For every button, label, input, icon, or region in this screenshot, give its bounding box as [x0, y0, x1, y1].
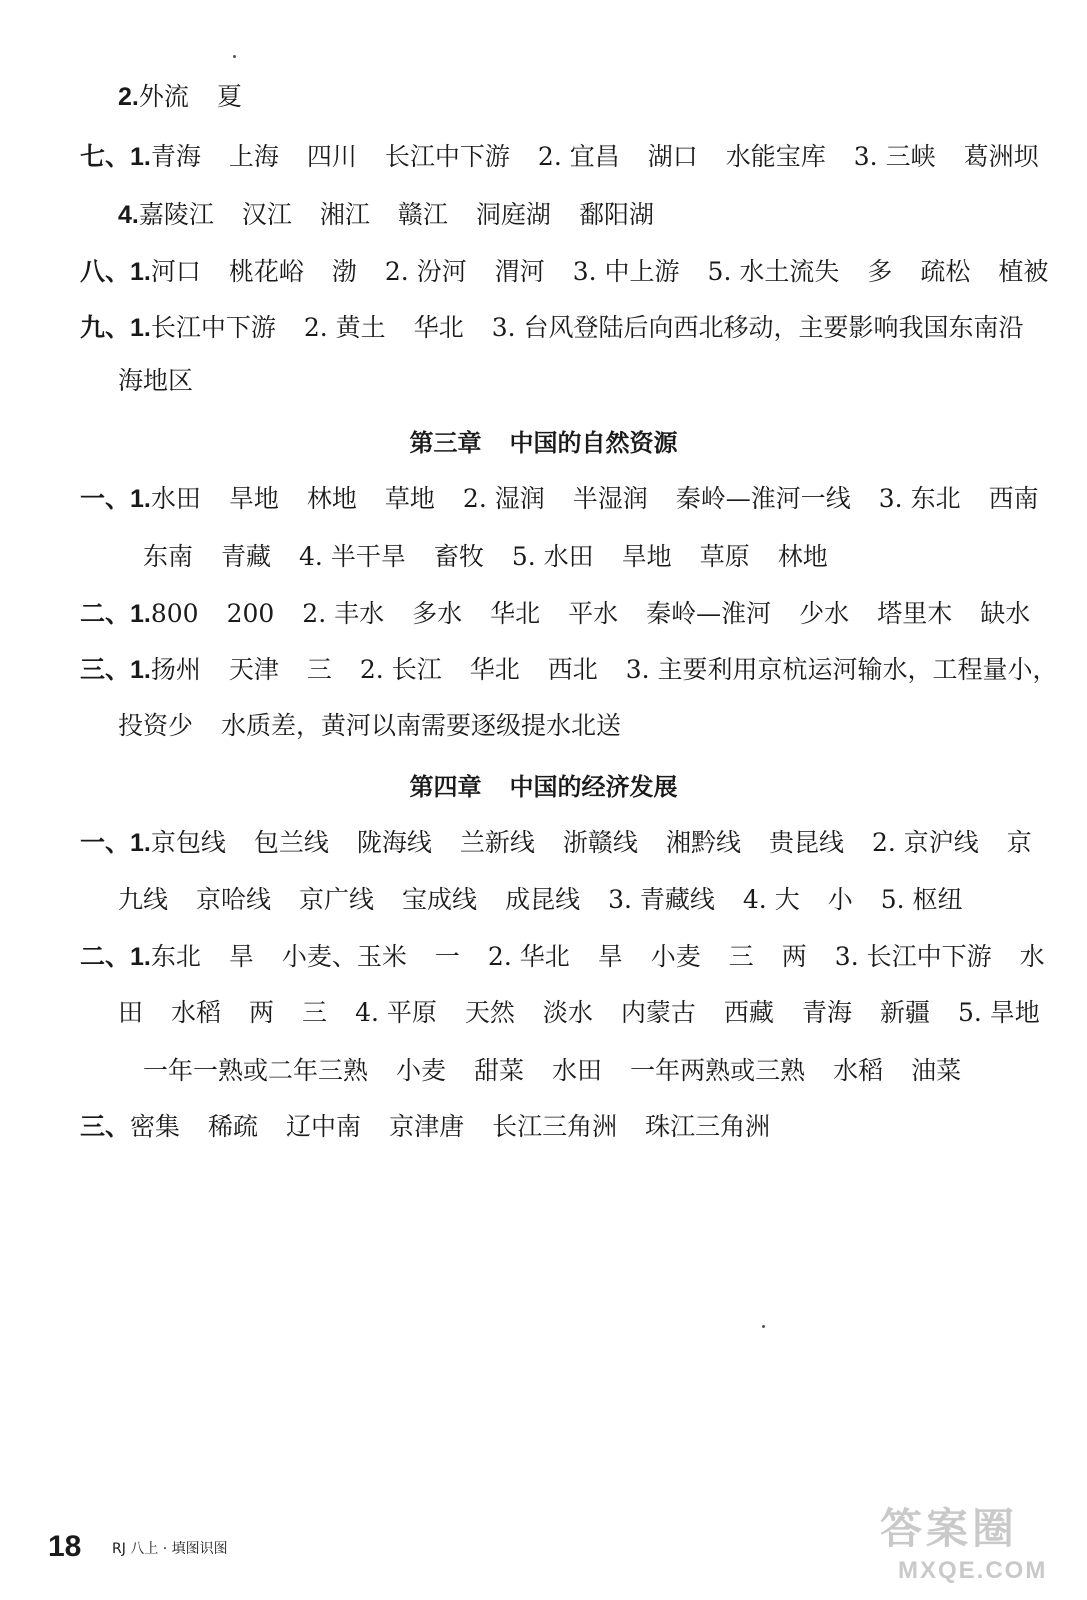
answer-line: [118, 709, 621, 743]
answer-item: 3. 长江中下游: [834, 942, 992, 971]
answer-item: 华北: [469, 655, 520, 684]
answer-item: 5. 枢纽: [880, 885, 963, 914]
answer-item: 畜牧: [433, 542, 484, 571]
watermark-logo-text: 答案圈: [880, 1505, 1019, 1552]
answer-item: 华北: [413, 313, 464, 342]
question-label: 2.: [118, 83, 139, 111]
answer-item: 长江中下游: [150, 313, 276, 342]
chapter-4-title: 中国的经济发展: [509, 773, 678, 801]
question-label: 二、1.: [80, 943, 151, 971]
answer-item: 5. 水土流失: [707, 257, 840, 286]
answer-item: 草地: [384, 484, 435, 513]
answer-line: [80, 597, 1030, 631]
chapter-3-title: 中国的自然资源: [509, 429, 678, 457]
question-label: 4.: [118, 201, 139, 229]
answer-item: 嘉陵江: [138, 200, 214, 229]
answer-item: 200: [226, 599, 275, 628]
chapter-4-heading: [0, 770, 1087, 804]
answer-item: 上海: [228, 142, 279, 171]
answer-item: 兰新线: [459, 828, 535, 857]
answer-item: 2. 宜昌: [537, 142, 620, 171]
answer-item: 海地区: [118, 366, 194, 395]
answer-item: 京: [1006, 828, 1032, 857]
answer-item: 小: [827, 885, 853, 914]
answer-item: 3. 青藏线: [608, 885, 715, 914]
answer-item: 秦岭—淮河: [646, 599, 772, 628]
answer-item: 河口: [150, 257, 201, 286]
answer-item: 湘黔线: [665, 828, 741, 857]
answer-item: 水稻: [833, 1056, 884, 1085]
page-number: 18: [48, 1530, 82, 1563]
answer-item: 扬州: [150, 655, 201, 684]
answer-item: 京包线: [150, 828, 226, 857]
answer-item: 水能宝库: [725, 142, 826, 171]
answer-item: 长江三角洲: [492, 1112, 618, 1141]
answer-item: 2. 京沪线: [871, 828, 979, 857]
answer-item: 3. 主要利用京杭运河输水，工程量小，: [625, 655, 1058, 684]
answer-item: 一: [434, 942, 460, 971]
answer-item: 林地: [306, 484, 357, 513]
answer-item: 浙赣线: [562, 828, 638, 857]
answer-item: 湖口: [647, 142, 698, 171]
answer-item: 鄱阳湖: [578, 200, 654, 229]
answer-item: 少水: [799, 599, 850, 628]
chapter-4-number: 第四章: [409, 773, 482, 801]
answer-item: 4. 平原: [355, 998, 437, 1027]
answer-item: 青海: [150, 142, 201, 171]
answer-line: [80, 940, 1045, 974]
answer-item: 天津: [228, 655, 279, 684]
answer-item: 内蒙古: [620, 998, 696, 1027]
answer-item: 一年两熟或三熟: [630, 1056, 806, 1085]
answer-item: 渭河: [494, 257, 545, 286]
answer-item: 秦岭—淮河一线: [675, 484, 851, 513]
answer-item: 稀疏: [208, 1112, 259, 1141]
answer-item: 渤: [331, 257, 357, 286]
question-label: 一、1.: [80, 485, 151, 513]
question-label: 一、1.: [80, 829, 151, 857]
answer-item: 葛洲坝: [963, 142, 1039, 171]
answer-item: 2. 湿润: [462, 484, 545, 513]
answer-line: [80, 1110, 770, 1144]
answer-line: [118, 80, 242, 114]
answer-item: 5. 旱地: [957, 998, 1040, 1027]
answer-item: 水质差，黄河以南需要逐级提水北送: [221, 711, 622, 740]
answer-item: 小麦: [650, 942, 701, 971]
answer-line: [118, 364, 193, 398]
answer-item: 青海: [801, 998, 852, 1027]
answer-item: 西南: [988, 484, 1039, 513]
question-label: 九、1.: [80, 314, 151, 342]
answer-item: 旱地: [228, 484, 279, 513]
answer-item: 洞庭湖: [475, 200, 551, 229]
question-label: 三、: [80, 1113, 131, 1141]
answer-item: 3. 台风登陆后向西北移动，主要影响我国东南沿: [491, 313, 1024, 342]
answer-item: 草原: [699, 542, 750, 571]
answer-item: 2. 黄土: [303, 313, 386, 342]
answer-item: 湘江: [319, 200, 370, 229]
answer-item: 2. 长江: [359, 655, 442, 684]
answer-item: 赣江: [397, 200, 448, 229]
answer-item: 珠江三角洲: [645, 1112, 771, 1141]
answer-item: 植被: [998, 257, 1049, 286]
answer-item: 三: [728, 942, 754, 971]
answer-item: 东南: [143, 542, 194, 571]
answer-line: [118, 996, 1040, 1030]
answer-item: 3. 三峡: [853, 142, 936, 171]
answer-line: [80, 311, 1024, 345]
answer-item: 多: [867, 257, 893, 286]
answer-item: 林地: [777, 542, 828, 571]
answer-item: 3. 东北: [878, 484, 961, 513]
answer-line: [80, 255, 1048, 289]
answer-item: 平水: [568, 599, 619, 628]
answer-item: 2. 汾河: [384, 257, 467, 286]
watermark: [880, 1505, 1050, 1590]
chapter-3-number: 第三章: [409, 429, 482, 457]
answer-item: 半湿润: [572, 484, 648, 513]
speck: [762, 1325, 765, 1328]
answer-item: 京广线: [299, 885, 375, 914]
answer-item: 陇海线: [356, 828, 432, 857]
answer-item: 油菜: [911, 1056, 962, 1085]
answer-item: 两: [781, 942, 807, 971]
answer-item: 辽中南: [286, 1112, 362, 1141]
answer-item: 水: [1019, 942, 1045, 971]
answer-item: 三: [306, 655, 332, 684]
answer-line: [80, 653, 1058, 687]
answer-line: [118, 198, 654, 232]
answer-item: 汉江: [241, 200, 292, 229]
answer-line: [143, 1054, 961, 1088]
answer-item: 宝成线: [402, 885, 478, 914]
answer-item: 3. 中上游: [572, 257, 680, 286]
answer-item: 水田: [150, 484, 201, 513]
answer-item: 东北: [150, 942, 201, 971]
answer-item: 5. 水田: [511, 542, 594, 571]
answer-item: 成昆线: [505, 885, 581, 914]
answer-line: [80, 482, 1039, 516]
answer-item: 西藏: [723, 998, 774, 1027]
answer-item: 投资少: [118, 711, 194, 740]
answer-item: 缺水: [980, 599, 1031, 628]
answer-item: 外流: [138, 82, 189, 111]
answer-item: 塔里木: [877, 599, 953, 628]
answer-line: [143, 540, 828, 574]
answer-item: 水田: [552, 1056, 603, 1085]
answer-item: 京哈线: [196, 885, 272, 914]
answer-item: 夏: [216, 82, 242, 111]
answer-line: [80, 140, 1039, 174]
watermark-site-text: MXQE.COM: [898, 1557, 1048, 1584]
answer-item: 水稻: [171, 998, 222, 1027]
answer-item: 甜菜: [474, 1056, 525, 1085]
answer-item: 西北: [547, 655, 598, 684]
answer-item: 小麦: [396, 1056, 447, 1085]
question-label: 二、1.: [80, 600, 151, 628]
answer-item: 2. 丰水: [302, 599, 385, 628]
answer-item: 2. 华北: [487, 942, 570, 971]
answer-item: 天然: [464, 998, 515, 1027]
answer-item: 旱: [228, 942, 254, 971]
answer-item: 旱地: [621, 542, 672, 571]
answer-item: 疏松: [920, 257, 971, 286]
answer-item: 密集: [130, 1112, 181, 1141]
answer-item: 京津唐: [389, 1112, 465, 1141]
question-label: 七、1.: [80, 143, 151, 171]
answer-line: [118, 883, 963, 917]
answer-item: 旱: [597, 942, 623, 971]
answer-item: 小麦、玉米: [281, 942, 407, 971]
answer-item: 一年一熟或二年三熟: [143, 1056, 369, 1085]
book-tag: RJ 八上 · 填图识图: [112, 1541, 228, 1557]
answer-item: 800: [150, 599, 199, 628]
answer-item: 桃花峪: [228, 257, 304, 286]
answer-item: 4. 大: [742, 885, 800, 914]
answer-item: 4. 半干旱: [299, 542, 406, 571]
chapter-3-heading: [0, 426, 1087, 460]
answer-item: 新疆: [879, 998, 930, 1027]
answer-item: 九线: [118, 885, 169, 914]
answer-line: [80, 826, 1032, 860]
answer-item: 青藏: [221, 542, 272, 571]
answer-item: 贵昆线: [768, 828, 844, 857]
answer-item: 包兰线: [253, 828, 329, 857]
answer-item: 三: [302, 998, 328, 1027]
answer-item: 多水: [412, 599, 463, 628]
answer-item: 淡水: [542, 998, 593, 1027]
answer-item: 两: [249, 998, 275, 1027]
answer-item: 田: [118, 998, 144, 1027]
answer-item: 华北: [490, 599, 541, 628]
question-label: 三、1.: [80, 656, 151, 684]
answer-item: 四川: [306, 142, 357, 171]
answer-item: 长江中下游: [384, 142, 510, 171]
speck: [233, 55, 236, 58]
question-label: 八、1.: [80, 258, 151, 286]
